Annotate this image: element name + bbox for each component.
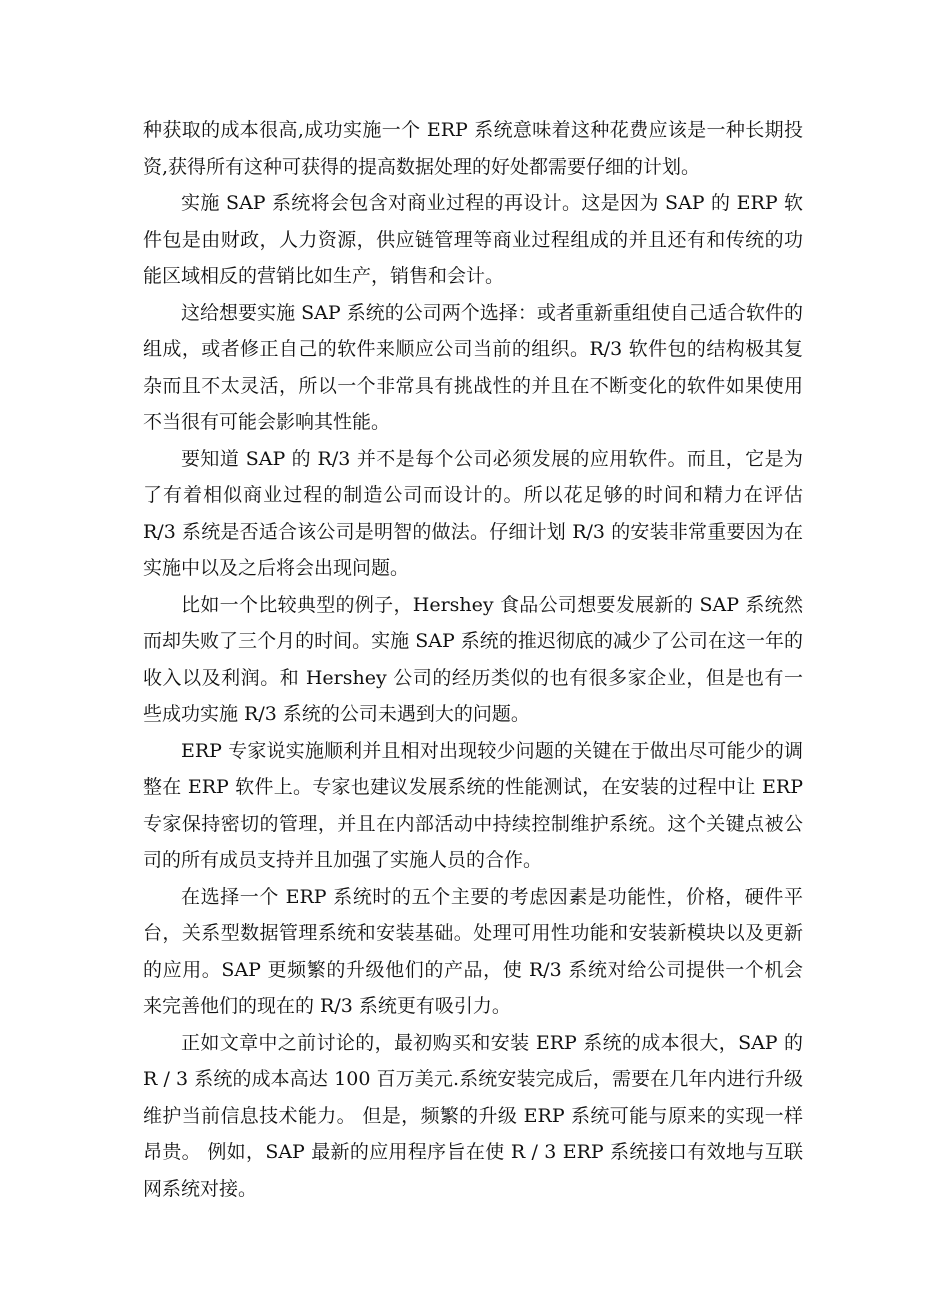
paragraph-r3-evaluation: 要知道 SAP 的 R/3 并不是每个公司必须发展的应用软件。而且，它是为了有着相似商业过程的制造公司而设计的。所以花足够的时间和精力在评估 R/3 系统是否适合该公司是明智的做法。仔细计划 R/3 的安装非常重要因为在实施中以及之后将会出现问题。	[143, 447, 803, 579]
paragraph-expert-advice: ERP 专家说实施顺利并且相对出现较少问题的关键在于做出尽可能少的调整在 ERP 软件上。专家也建议发展系统的性能测试，在安装的过程中让 ERP 专家保持密切的管理，并且在内部活动中持续控制维护系统。这个关键点被公司的所有成员支持并且加强了实施人员的合作。	[143, 739, 803, 871]
paragraph-continuation: 种获取的成本很高,成功实施一个 ERP 系统意味着这种花费应该是一种长期投资,获得所有这种可获得的提高数据处理的好处都需要仔细的计划。	[143, 119, 803, 178]
paragraph-hershey-example: 比如一个比较典型的例子，Hershey 食品公司想要发展新的 SAP 系统然而却失败了三个月的时间。实施 SAP 系统的推迟彻底的减少了公司在这一年的收入以及利润。和 Hershey 公司的经历类似的也有很多家企业，但是也有一些成功实施 R/3 系统的公司未遇到大的问题。	[143, 593, 803, 725]
body-text	[143, 112, 803, 1207]
paragraph-selection-factors: 在选择一个 ERP 系统时的五个主要的考虑因素是功能性，价格，硬件平台，关系型数据管理系统和安装基础。处理可用性功能和安装新模块以及更新的应用。SAP 更频繁的升级他们的产品，使 R/3 系统对给公司提供一个机会来完善他们的现在的 R/3 系统更有吸引力。	[143, 885, 803, 1017]
paragraph-cost-discussion: 正如文章中之前讨论的，最初购买和安装 ERP 系统的成本很大，SAP 的 R / 3 系统的成本高达 100 百万美元.系统安装完成后，需要在几年内进行升级维护当前信息技术能力。 但是，频繁的升级 ERP 系统可能与原来的实现一样昂贵。 例如，SAP 最新的应用程序旨在使 R / 3 ERP 系统接口有效地与互联网系统对接。	[143, 1031, 803, 1200]
paragraph-sap-redesign: 实施 SAP 系统将会包含对商业过程的再设计。这是因为 SAP 的 ERP 软件包是由财政，人力资源，供应链管理等商业过程组成的并且还有和传统的功能区域相反的营销比如生产，销售和会计。	[143, 192, 803, 287]
paragraph-two-choices: 这给想要实施 SAP 系统的公司两个选择：或者重新重组使自己适合软件的组成，或者修正自己的软件来顺应公司当前的组织。R/3 软件包的结构极其复杂而且不太灵活，所以一个非常具有挑战性的并且在不断变化的软件如果使用不当很有可能会影响其性能。	[143, 301, 803, 433]
